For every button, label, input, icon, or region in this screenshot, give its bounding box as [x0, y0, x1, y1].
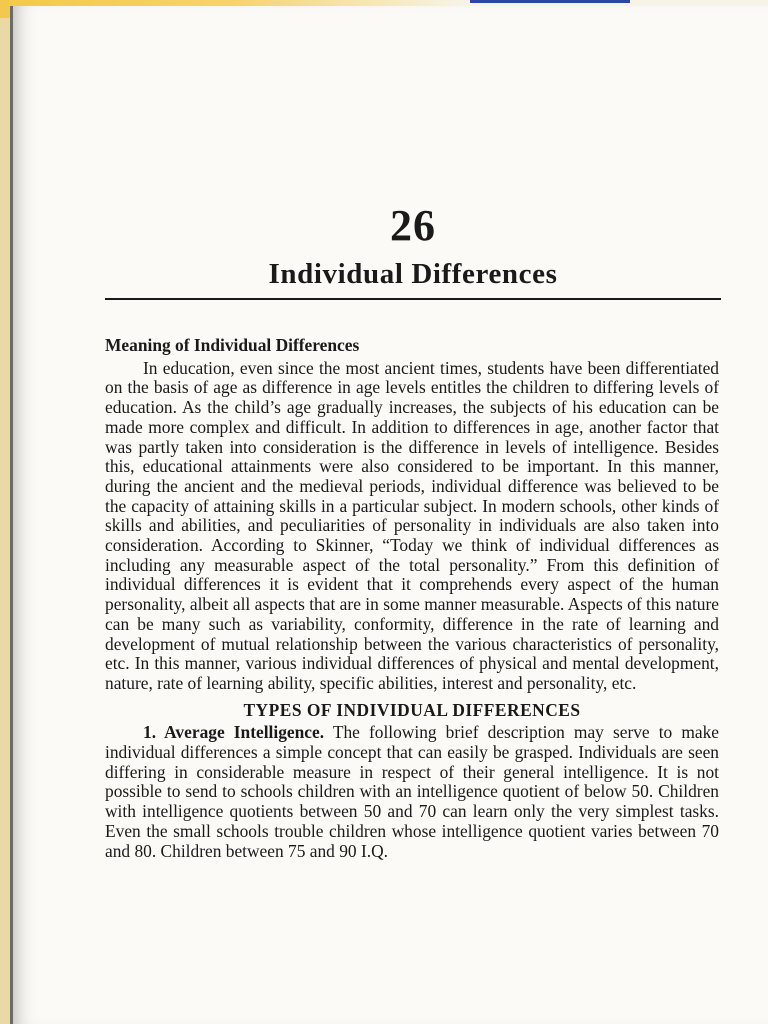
background-blue-edge: [470, 0, 630, 3]
item-1-label: 1. Average Intelligence.: [143, 722, 325, 743]
book-page: [10, 6, 768, 1024]
chapter-number: 26: [390, 201, 436, 250]
page-content: [105, 336, 719, 861]
title-rule: [105, 298, 721, 300]
types-heading: TYPES OF INDIVIDUAL DIFFERENCES: [243, 699, 581, 720]
section-paragraph: In education, even since the most ancient times, students have been differentiated on the basis of age as difference in age levels entitles the children to differing levels of education. As the child’s age gradually increases, the subjects of his education can be made more complex and difficult. In addition to differences in age, another factor that was partly taken into consideration is the difference in levels of intelligence. Besides this, educational attainments were also considered to be important. In this manner, during the ancient and the medieval periods, individual difference was believed to be the capacity of attaining skills in a particular subject. In modern schools, other kinds of skills and abilities, and peculiarities of personality in individuals are also taken into consideration. According to Skinner, “Today we think of individual differences as including any measurable aspect of the total personality.” From this definition of individual differences it is evident that it comprehends every aspect of the human personality, albeit all aspects that are in some manner measurable. Aspects of this nature can be many such as variability, conformity, difference in the rate of learning and development of mutual relationship between the various characteristics of personality, etc. In this manner, various individual differences of physical and mental development, nature, rate of learning ability, specific abilities, interest and personality, etc.: [105, 357, 719, 693]
item-1-text: The following brief description may serve to make individual differences a simple concept that can easily be grasped. Individuals are seen differing in considerable measure in respect of their general intelligence. It is not possible to send to schools children with an intelligence quotient of below 50. Children with intelligence quotients between 50 and 70 can learn only the very simplest tasks. Even the small schools trouble children whose intelligence quotient varies between 70 and 80. Children between 75 and 90 I.Q.: [105, 722, 719, 861]
types-paragraph: [105, 723, 719, 861]
section-heading: Meaning of Individual Differences: [105, 335, 360, 355]
chapter-title: Individual Differences: [268, 258, 558, 290]
